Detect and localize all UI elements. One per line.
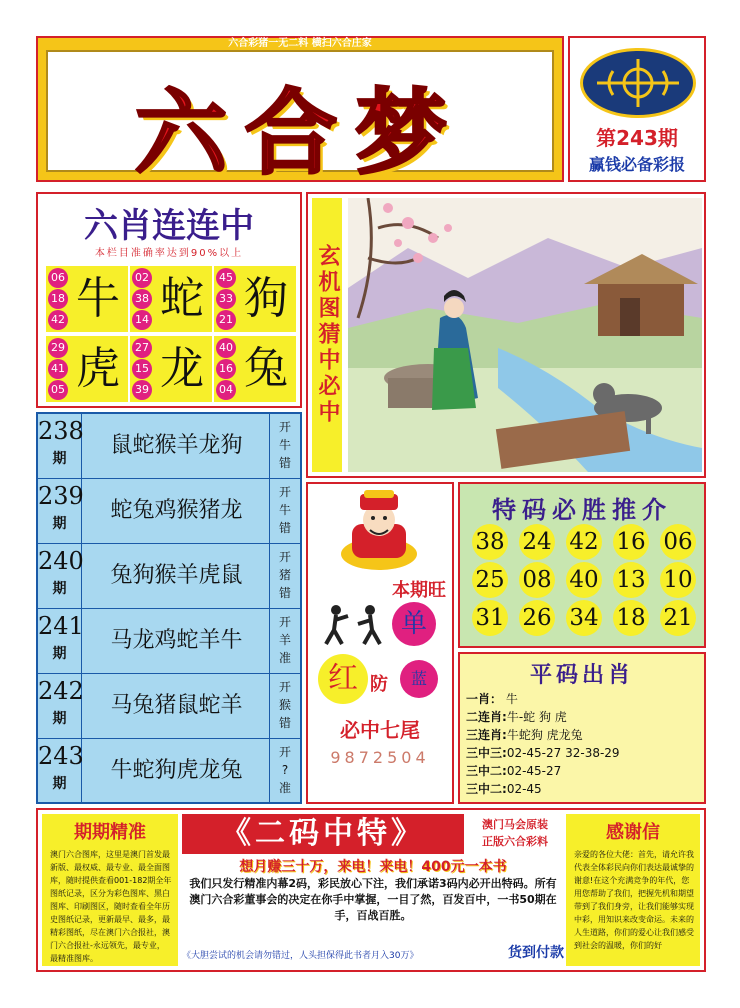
number-ball: 24	[519, 524, 555, 560]
zodiac-char: 狗	[244, 273, 288, 324]
masthead	[36, 36, 564, 187]
number-ball: 10	[660, 562, 696, 598]
zodiac-subtitle: 本栏目准确率达到90%以上	[94, 248, 244, 259]
picture-title: 玄机图猜中必中	[312, 198, 342, 472]
flat-code-panel	[458, 652, 706, 804]
issue-box	[568, 36, 706, 182]
result: 开 ? 准	[278, 745, 291, 795]
zodiac-title: 六肖连连中	[84, 206, 254, 246]
number-ball: 26	[519, 600, 555, 636]
prediction: 马兔猪鼠蛇羊	[84, 674, 270, 738]
prediction: 牛蛇狗虎龙兔	[84, 739, 270, 803]
zodiac-char: 牛	[76, 273, 120, 324]
result: 开 牛 错	[278, 420, 291, 470]
side-note: 澳门马会原装 正版六合彩料	[482, 818, 548, 848]
result: 开 牛 错	[278, 485, 291, 535]
page-title: 六合梦	[134, 79, 465, 187]
number-ball: 40	[566, 562, 602, 598]
masthead-frame	[46, 50, 554, 187]
promo-fang: 防	[370, 674, 388, 695]
ad-tagline: 《大胆尝试的机会请勿错过，人头担保得此书者月入30万》	[182, 951, 419, 961]
bottom-ad-panel	[36, 808, 706, 972]
number-ball: 34	[566, 600, 602, 636]
zodiac-cell: 29 41 05 虎	[46, 336, 128, 402]
flat-title: 平码出肖	[529, 663, 634, 688]
left-ad	[42, 814, 178, 966]
center-ad	[182, 814, 564, 966]
promo-dan: 单	[392, 602, 436, 646]
right-ad	[566, 814, 700, 966]
right-ad-title: 感谢信	[606, 822, 660, 843]
zodiac-char: 蛇	[160, 273, 204, 324]
earn-headline: 想月赚三十万，来电！来电！400元一本书	[239, 859, 507, 875]
fortune-god-icon	[334, 488, 424, 572]
ad-body-text: 我们只发行精准内幕2码，彩民放心下注，我们承诺3码内必开出特码。所有澳门六合彩董事会的决定在你手中掌握，一目了然，百发百中，一书50期在手，百战百胜。	[189, 877, 557, 922]
promo-lan: 蓝	[400, 660, 438, 698]
prediction: 蛇兔鸡猴猪龙	[84, 479, 270, 543]
number-ball: 42	[566, 524, 602, 560]
left-ad-text: 澳门六合图库，这里是澳门首发最新版、最权威、最专业、最全面图库，随时提供查看001-182期全年图纸记录，区分为彩色图库、黑白图库、印刷图区，随时查看全年历史图纸记录，更新最早、最多，最精彩图纸，尽在澳门六合报社，澳门六合报社-永远领先，最专业，最精准图库。	[50, 850, 172, 963]
number-ball: 31	[472, 600, 508, 636]
zodiac-cell: 02 38 14 蛇	[130, 266, 212, 332]
number-ball: 18	[613, 600, 649, 636]
zodiac-cell: 40 16 04 兔	[214, 336, 296, 402]
zodiac-char: 兔	[244, 343, 288, 394]
right-ad-text: 亲爱的各位大佬：首先，请允许我代表全体彩民向你们表达最诚挚的谢意!在这个充满竞争的年代，您用您帮助了我们，把握先机和期望带到了我们身旁，让我们能够实现中彩，用知识来改变命运。未来的人生道路，你们的爱心让我们感受到社会的温暖，你们的好	[574, 850, 694, 950]
table-row: 242 期 马兔猪鼠蛇羊 开 猴 错	[38, 674, 300, 739]
zodiac-cell: 27 15 39 龙	[130, 336, 212, 402]
fighters-icon	[322, 604, 386, 648]
flat-row: 三中二:02-45	[466, 782, 542, 796]
big-title: 《二码中特》	[182, 814, 464, 854]
number-ball: 06	[660, 524, 696, 560]
prediction: 马龙鸡蛇羊牛	[84, 609, 270, 673]
flat-row: 二连肖:牛-蛇 狗 虎	[466, 710, 567, 724]
flat-row: 三连肖:牛蛇狗 虎龙兔	[466, 728, 583, 742]
logo	[580, 48, 696, 118]
result: 开 猪 错	[278, 550, 291, 600]
flat-row: 三中三:02-45-27 32-38-29	[466, 746, 620, 760]
special-numbers-panel	[458, 482, 706, 648]
number-ball: 13	[613, 562, 649, 598]
history-table	[36, 412, 302, 804]
result: 开 猴 错	[278, 680, 291, 730]
issue-number: 第243期	[596, 126, 678, 150]
number-ball: 21	[660, 600, 696, 636]
cash-on-delivery: 货到付款	[508, 945, 564, 961]
zodiac-char: 虎	[76, 343, 120, 394]
number-ball: 08	[519, 562, 555, 598]
issue-tagline: 赢钱必备彩报	[588, 155, 685, 174]
promo-wang: 本期旺	[392, 580, 446, 601]
zodiac-panel	[36, 192, 302, 408]
zodiac-cell: 45 33 21 狗	[214, 266, 296, 332]
table-row: 243 期 牛蛇狗虎龙兔 开 ? 准	[38, 739, 300, 804]
prediction: 鼠蛇猴羊龙狗	[84, 414, 270, 478]
result: 开 羊 准	[278, 615, 291, 665]
table-row: 238 期 鼠蛇猴羊龙狗 开 牛 错	[38, 414, 300, 479]
left-ad-title: 期期精准	[74, 822, 146, 843]
number-ball: 38	[472, 524, 508, 560]
slogan: 六合彩猪一无二料 横扫六合庄家	[228, 38, 372, 49]
promo-digits: 9872504	[330, 748, 430, 767]
prediction: 兔狗猴羊虎鼠	[84, 544, 270, 608]
table-row: 240 期 兔狗猴羊虎鼠 开 猪 错	[38, 544, 300, 609]
table-row: 241 期 马龙鸡蛇羊牛 开 羊 准	[38, 609, 300, 674]
special-title: 特码必胜推介	[492, 496, 672, 524]
promo-panel	[306, 482, 454, 804]
flat-row: 三中二:02-45-27	[466, 764, 562, 778]
table-row: 239 期 蛇兔鸡猴猪龙 开 牛 错	[38, 479, 300, 544]
promo-hong: 红	[318, 654, 368, 704]
riddle-picture-panel	[306, 192, 706, 478]
number-ball: 16	[613, 524, 649, 560]
zodiac-char: 龙	[160, 343, 204, 394]
landscape-illustration	[348, 198, 702, 472]
flat-row: 一肖： 牛	[466, 692, 518, 706]
lottery-logo-icon	[583, 51, 693, 115]
number-ball: 25	[472, 562, 508, 598]
promo-wei: 必中七尾	[340, 718, 420, 742]
zodiac-cell: 06 18 42 牛	[46, 266, 128, 332]
